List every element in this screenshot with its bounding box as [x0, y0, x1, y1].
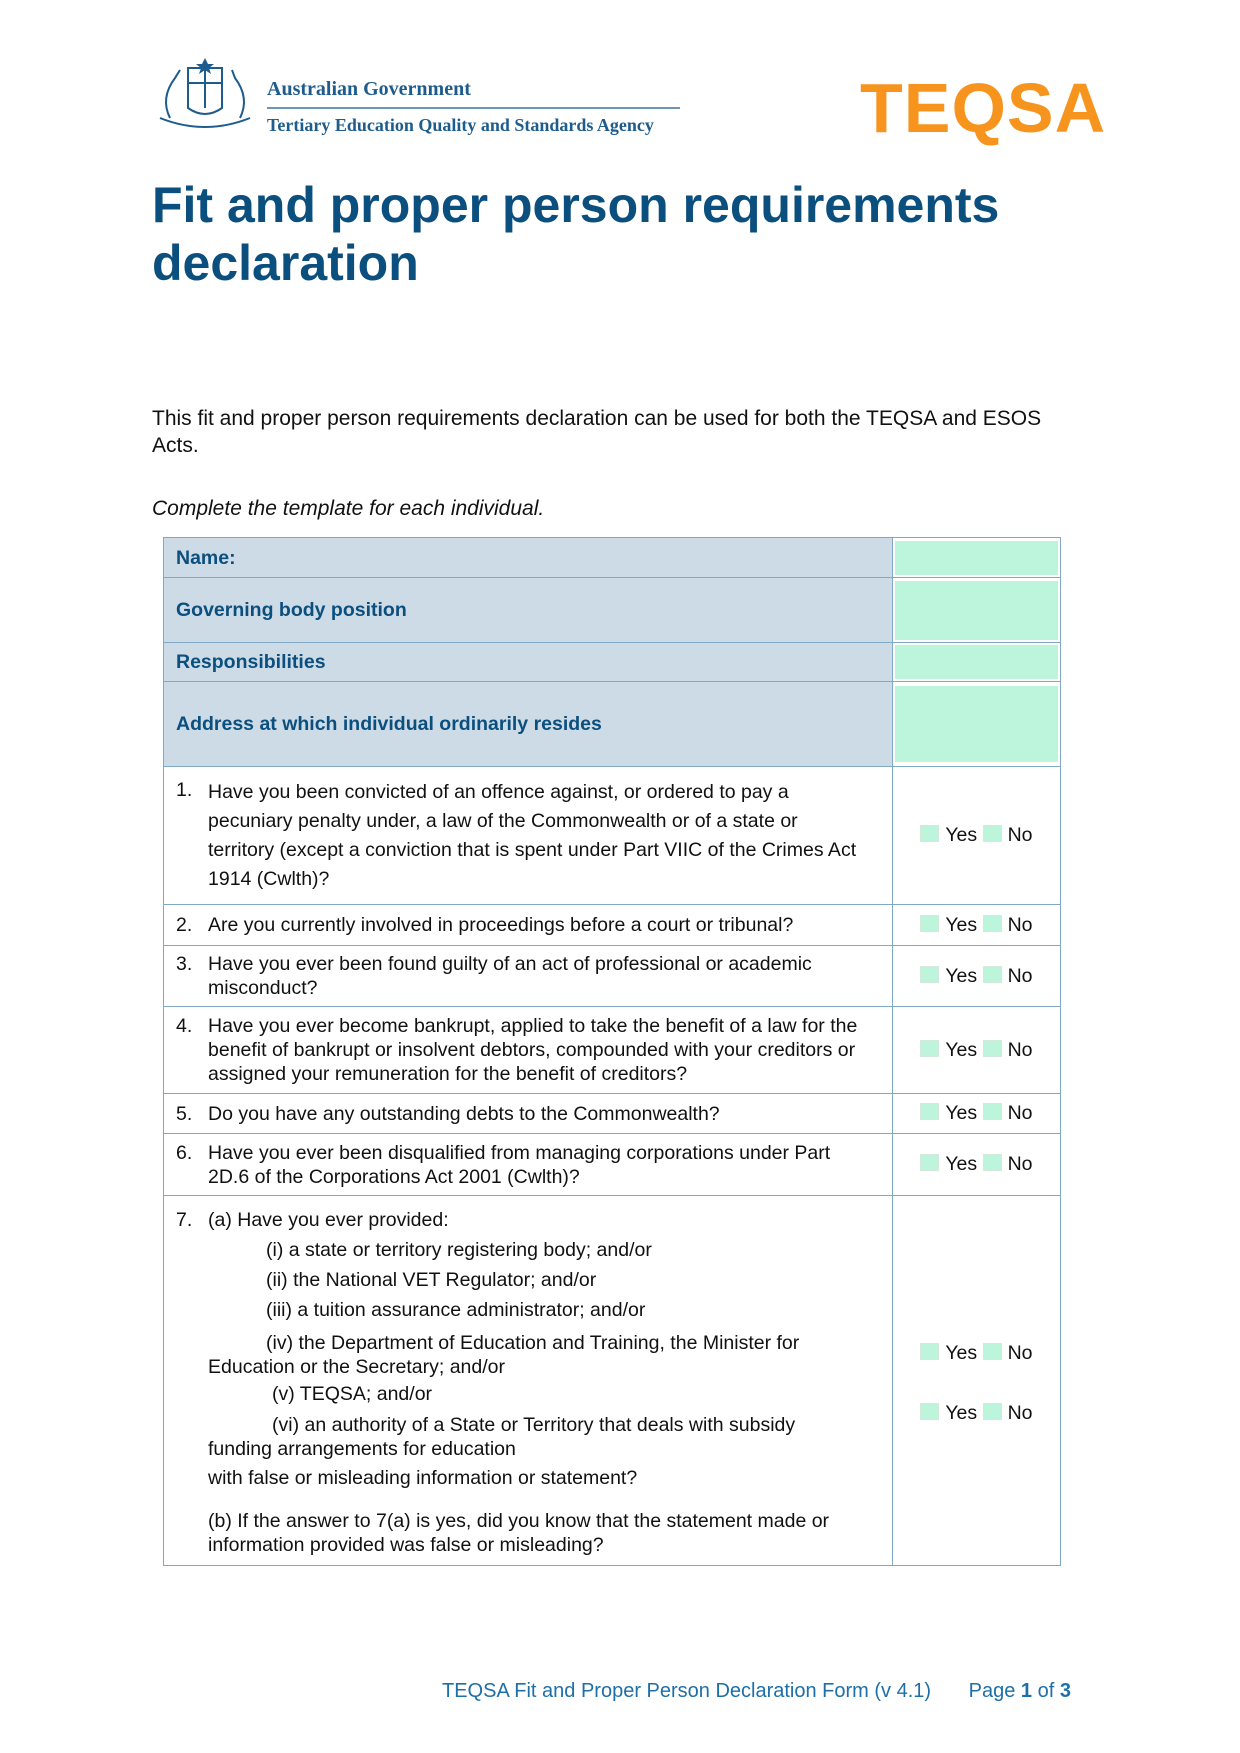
yes-label: Yes — [945, 1153, 978, 1175]
question-number: 1. — [176, 778, 193, 801]
question-number: 7. — [176, 1208, 193, 1231]
yes-label: Yes — [945, 964, 978, 987]
no-checkbox[interactable] — [983, 915, 1002, 932]
q7-tail: with false or misleading information or statement? — [208, 1466, 638, 1489]
no-checkbox[interactable] — [983, 1343, 1002, 1360]
q7-item: (v) TEQSA; and/or — [272, 1382, 433, 1405]
of-word: of — [1037, 1680, 1055, 1702]
yes-label: Yes — [945, 1342, 978, 1364]
gov-line2: Tertiary Education Quality and Standards Agency — [267, 115, 654, 135]
q7-item: (i) a state or territory registering body; and/or — [266, 1238, 652, 1261]
question-number: 6. — [176, 1141, 193, 1164]
yes-label: Yes — [945, 913, 978, 936]
no-label: No — [1007, 913, 1033, 936]
no-label: No — [1007, 1402, 1033, 1424]
q7-item: Education or the Secretary; and/or — [208, 1355, 506, 1378]
page-title: Fit and proper person requirements declaration — [152, 177, 1000, 291]
q7b-text: (b) If the answer to 7(a) is yes, did you know that the statement made or information provided was false or misleading? — [208, 1509, 830, 1556]
q7-item: funding arrangements for education — [208, 1437, 516, 1460]
q7-item: (iii) a tuition assurance administrator; and/or — [266, 1298, 646, 1321]
question-row — [164, 1134, 1061, 1196]
intro-text: This fit and proper person requirements declaration can be used for both the TEQSA and ESOS Acts. — [152, 407, 1042, 457]
q7-item: (iv) the Department of Education and Training, the Minister for — [266, 1331, 800, 1354]
coat-of-arms-logo — [150, 58, 260, 140]
yes-checkbox[interactable] — [920, 1403, 939, 1420]
no-checkbox[interactable] — [983, 1154, 1002, 1171]
q7a-text: (a) Have you ever provided: — [208, 1208, 449, 1231]
yes-label: Yes — [945, 824, 978, 846]
no-checkbox[interactable] — [983, 825, 1002, 842]
no-checkbox[interactable] — [983, 1103, 1002, 1120]
address-input[interactable] — [892, 682, 1060, 767]
question-number: 4. — [176, 1015, 193, 1037]
field-label: Address at which individual ordinarily resides — [164, 682, 893, 767]
no-label: No — [1007, 1038, 1033, 1061]
question-text: Do you have any outstanding debts to the Commonwealth? — [208, 1102, 720, 1125]
question-number: 3. — [176, 953, 193, 975]
question-row — [164, 767, 1061, 905]
governing-body-position-input[interactable] — [892, 578, 1060, 643]
gov-line1: Australian Government — [267, 78, 680, 109]
yes-checkbox[interactable] — [920, 1154, 939, 1171]
responsibilities-input[interactable] — [892, 643, 1060, 682]
question-number: 2. — [176, 914, 193, 936]
instruction-text: Complete the template for each individual. — [152, 497, 545, 520]
yes-label: Yes — [945, 1402, 978, 1424]
question-text: Have you ever become bankrupt, applied to take the benefit of a law for the benefit of bankrupt or insolvent debtors, compounded with your creditors or assigned your remuneration for the benefit of creditors? — [208, 1015, 858, 1085]
total-pages: 3 — [1059, 1680, 1071, 1702]
no-label: No — [1007, 824, 1033, 846]
declaration-form-table — [163, 537, 1061, 1566]
current-page: 1 — [1020, 1680, 1033, 1702]
question-number: 5. — [176, 1102, 193, 1125]
no-checkbox[interactable] — [983, 1040, 1002, 1057]
no-label: No — [1007, 1153, 1033, 1175]
yes-label: Yes — [945, 1038, 978, 1061]
yes-checkbox[interactable] — [920, 1040, 939, 1057]
field-label: Name: — [164, 538, 893, 578]
question-row-7 — [164, 1196, 1061, 1566]
no-checkbox[interactable] — [983, 1403, 1002, 1420]
q7a-answer — [920, 1342, 1032, 1364]
no-label: No — [1007, 1102, 1033, 1124]
yes-checkbox[interactable] — [920, 825, 939, 842]
yes-label: Yes — [945, 1102, 978, 1124]
teqsa-logo: TEQSA — [860, 69, 1107, 147]
question-row — [164, 1007, 1061, 1094]
question-text: Are you currently involved in proceedings before a court or tribunal? — [208, 914, 794, 936]
question-text: Have you ever been found guilty of an act of professional or academic misconduct? — [208, 953, 812, 999]
q7-item: (ii) the National VET Regulator; and/or — [266, 1268, 597, 1291]
page-word: Page — [968, 1680, 1016, 1702]
page-number — [969, 1680, 1071, 1702]
yes-checkbox[interactable] — [920, 915, 939, 932]
q7b-answer — [920, 1402, 1032, 1424]
field-label: Responsibilities — [164, 643, 893, 682]
q7-item: (vi) an authority of a State or Territory that deals with subsidy — [272, 1413, 796, 1436]
yes-checkbox[interactable] — [920, 1103, 939, 1120]
question-text: Have you been convicted of an offence against, or ordered to pay a pecuniary penalty under, a law of the Commonwealth or of a state or territory (except a conviction that is spent under Part VIIC of the Crimes Act 1914 (Cwlth)? — [208, 780, 857, 890]
yes-checkbox[interactable] — [920, 966, 939, 983]
no-checkbox[interactable] — [983, 966, 1002, 983]
no-label: No — [1007, 1342, 1033, 1364]
government-logo-text — [267, 78, 680, 136]
no-label: No — [1007, 964, 1033, 987]
question-row — [164, 1094, 1061, 1134]
question-text: Have you ever been disqualified from managing corporations under Part 2D.6 of the Corporations Act 2001 (Cwlth)? — [208, 1141, 831, 1188]
field-label: Governing body position — [164, 578, 893, 643]
name-input[interactable] — [892, 538, 1060, 578]
yes-checkbox[interactable] — [920, 1343, 939, 1360]
question-row — [164, 946, 1061, 1007]
footer-form-name: TEQSA Fit and Proper Person Declaration Form (v 4.1) — [442, 1680, 932, 1702]
question-row — [164, 905, 1061, 946]
page-footer — [442, 1680, 1071, 1703]
